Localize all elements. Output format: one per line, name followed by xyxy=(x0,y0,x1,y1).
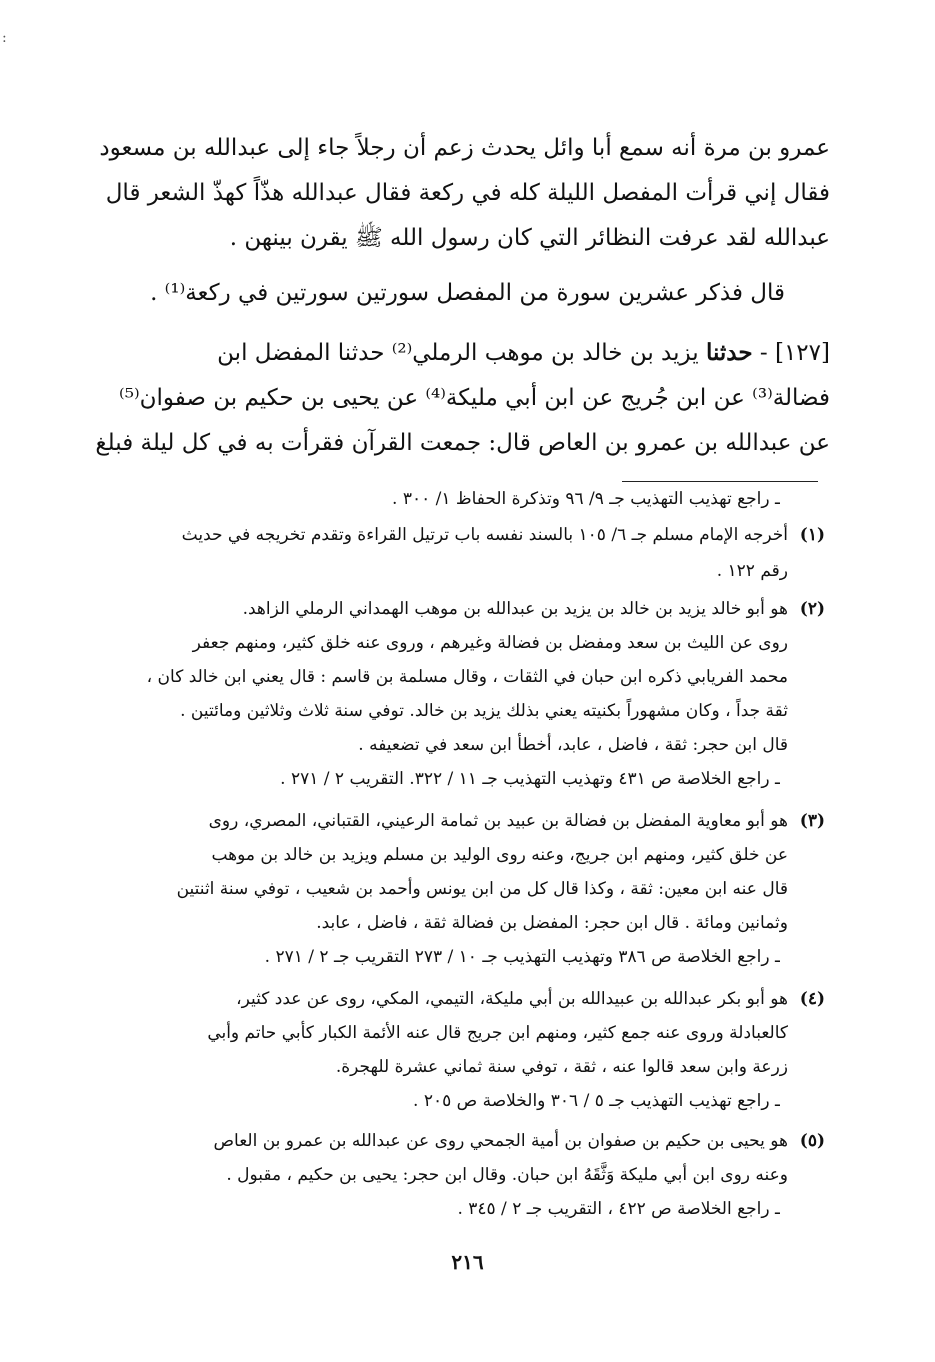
footnote-2-line-2: روى عن الليث بن سعد ومفضل بن فضالة وغيرهم ، وروى عنه خلق كثير، ومنهم جعفر xyxy=(192,633,788,653)
footnote-2-number: (٢) xyxy=(799,599,825,619)
main-text-line-2: فقال إني قرأت المفصل الليلة كله في ركعة فقال عبدالله هذّاً كهذّ الشعر قال xyxy=(105,180,830,206)
footnote-1-number: (١) xyxy=(799,525,825,545)
hadith-line-3: عن عبدالله بن عمرو بن العاص قال: جمعت القرآن فقرأت به في كل ليلة فبلغ xyxy=(95,430,830,456)
main-text-line-3: عبدالله لقد عرفت النظائر التي كان رسول الله ﷺ يقرن بينهن . xyxy=(229,225,830,251)
footnote-2-line-3: محمد الفريابي ذكره ابن حبان في الثقات ، وقال مسلمة بن قاسم : قال يعني ابن خالد كان ، xyxy=(146,667,788,687)
footnote-2-line-4: ثقة جداً ، وكان مشهوراً بكنيته يعني بذلك يزيد بن خالد. توفي سنة ثلاث وثلاثين ومائتين . xyxy=(180,701,788,721)
footnote-4-line-3: زرعة وابن سعد قالوا عنه ، ثقة ، توفي سنة ثماني عشرة للهجرة. xyxy=(335,1057,788,1077)
footnote-separator xyxy=(622,481,818,482)
footnote-5-line-3: ـ راجع الخلاصة ص ٤٢٢ ، التقريب جـ ٢ / ٣٤٥ . xyxy=(457,1199,780,1219)
footnote-4-line-2: كالعبادلة وروى عنه جمع كثير، ومنهم ابن جريج قال عنه الأئمة الكبار كأبي حاتم وأبي xyxy=(207,1023,788,1043)
footnote-3-line-3: قال عنه ابن معين: ثقة ، وكذا قال كل من ابن يونس وأحمد بن شعيب ، توفي سنة اثنتين xyxy=(176,879,788,899)
footnote-carry: ـ راجع تهذيب التهذيب جـ ٩/ ٩٦ وتذكرة الحفاظ ١/ ٣٠٠ . xyxy=(392,489,780,509)
footnote-4-number: (٤) xyxy=(799,989,825,1009)
footnote-3-line-4: وثمانين ومائة . قال ابن حجر: المفضل بن فضالة ثقة ، فاضل ، عابد. xyxy=(316,913,788,933)
footnote-2-line-1: هو أبو خالد يزيد بن خالد بن يزيد بن عبدالله بن موهب الهمداني الرملي الزاهد. xyxy=(242,599,788,619)
footnote-3-line-1: هو أبو معاوية المفضل بن فضالة بن عبيد بن ثمامة الرعيني، القتباني، المصري، روى xyxy=(208,811,788,831)
footnote-1-line-1: أخرجه الإمام مسلم جـ ٦/ ١٠٥ بالسند نفسه باب ترتيل القراءة وتقدم تخريجه في حديث xyxy=(181,525,788,545)
footnote-4-line-4: ـ راجع تهذيب التهذيب جـ ٥ / ٣٠٦ والخلاصة ص ٢٠٥ . xyxy=(413,1091,780,1111)
footnote-2-line-5: قال ابن حجر: ثقة ، فاضل ، عابد، أخطأ ابن سعد في تضعيفه . xyxy=(358,735,788,755)
page-number: ٢١٦ xyxy=(451,1250,484,1274)
hadith-line-2: فضالة⁽³⁾ عن ابن جُريج عن ابن أبي مليكة⁽⁴⁾ عن يحيى بن حكيم بن صفوان⁽⁵⁾ xyxy=(119,385,830,411)
footnote-3-line-2: عن خلق كثير، ومنهم ابن جريج، وعنه روى الوليد بن مسلم ويزيد بن خالد بن موهب xyxy=(211,845,788,865)
footnote-4-line-1: هو أبو بكر عبدالله بن عبيدالله بن أبي مليكة، التيمي، المكي، روى عن عدد كثير، xyxy=(236,989,788,1009)
footnote-5-line-1: هو يحيى بن حكيم بن صفوان بن أمية الجمحي روى عن عبدالله بن عمرو بن العاص xyxy=(213,1131,788,1151)
hadith-lead-word: حدثنا xyxy=(705,339,753,366)
hadith-number: [١٢٧] - xyxy=(752,340,830,366)
footnote-5-line-2: وعنه روى ابن أبي مليكة وَثَّقَهُ ابن حبان. وقال ابن حجر: يحيى بن حكيم ، مقبول . xyxy=(226,1165,788,1185)
footnote-3-line-5: ـ راجع الخلاصة ص ٣٨٦ وتهذيب التهذيب جـ ١٠ / ٢٧٣ التقريب جـ ٢ / ٢٧١ . xyxy=(264,947,780,967)
footnote-3-number: (٣) xyxy=(799,811,825,831)
edge-mark: : xyxy=(2,30,7,46)
hadith-line-1 xyxy=(70,330,830,376)
hadith-line-1-text: يزيد بن خالد بن موهب الرملي⁽²⁾ حدثنا المفضل ابن xyxy=(217,340,706,366)
main-paragraph-2: قال فذكر عشرين سورة من المفصل سورتين سورتين في ركعة⁽¹⁾ . xyxy=(150,280,785,306)
main-text-line-1: عمرو بن مرة أنه سمع أبا وائل يحدث زعم أن رجلاً جاء إلى عبدالله بن مسعود xyxy=(99,135,830,161)
footnote-1-line-2: رقم ١٢٢ . xyxy=(716,561,788,581)
footnote-5-number: (٥) xyxy=(799,1131,825,1151)
footnote-2-line-6: ـ راجع الخلاصة ص ٤٣١ وتهذيب التهذيب جـ ١١ / ٣٢٢. التقريب ٢ / ٢٧١ . xyxy=(280,769,780,789)
